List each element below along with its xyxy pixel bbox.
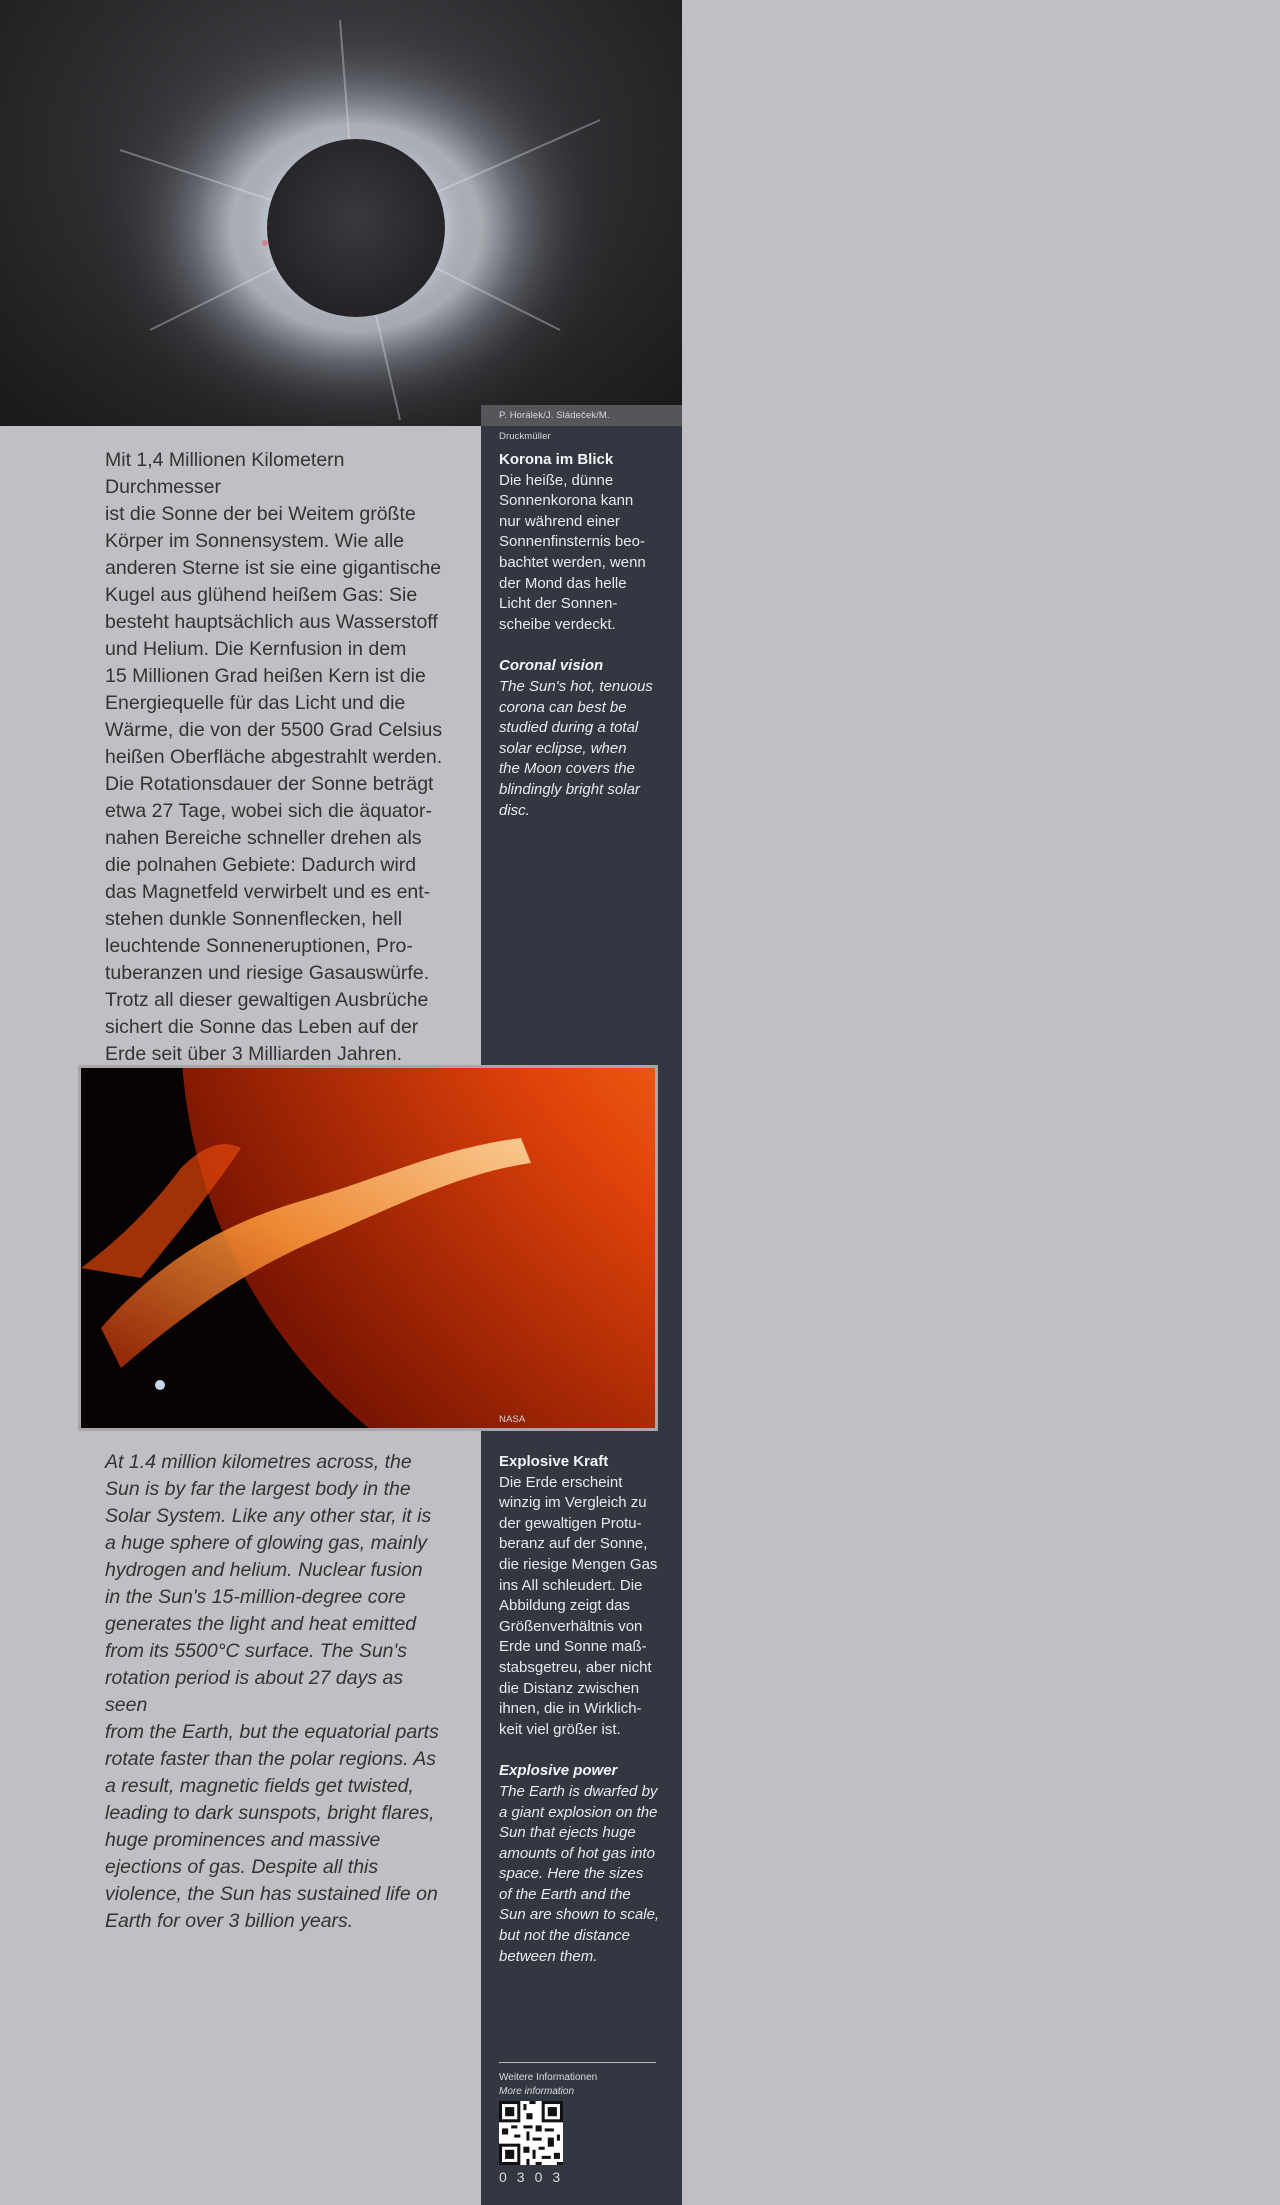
caption-line: nur während einer: [499, 512, 620, 530]
caption-line: Licht der Sonnen-: [499, 595, 618, 613]
caption-line: der Mond das helle: [499, 574, 627, 592]
text-line: huge prominences and massive: [105, 1829, 381, 1851]
caption-line: ihnen, die in Wirklich-: [499, 1700, 642, 1718]
text-line: Mit 1,4 Millionen Kilometern Durchmesser: [105, 449, 345, 498]
caption-line: corona can best be: [499, 698, 627, 716]
text-line: Solar System. Like any other star, it is: [105, 1505, 432, 1527]
caption-line: between them.: [499, 1947, 598, 1965]
text-line: sichert die Sonne das Leben auf der: [105, 1016, 419, 1038]
text-line: hydrogen and helium. Nuclear fusion: [105, 1559, 423, 1581]
middle-photo-credit: NASA: [499, 1414, 526, 1425]
caption-line: die riesige Mengen Gas: [499, 1555, 658, 1573]
top-photo-credit: P. Horálek/J. Sládeček/M. Druckmüller: [481, 405, 682, 426]
caption-line: ins All schleudert. Die: [499, 1576, 643, 1594]
caption-line: bachtet werden, wenn: [499, 553, 646, 571]
text-line: Energiequelle für das Licht und die: [105, 692, 406, 714]
caption-line: Die heiße, dünne: [499, 471, 614, 489]
caption-line: of the Earth and the: [499, 1885, 631, 1903]
solar-eruption-image: [81, 1068, 655, 1428]
text-line: Trotz all dieser gewaltigen Ausbrüche: [105, 989, 429, 1011]
text-line: anderen Sterne ist sie eine gigantische: [105, 557, 442, 579]
caption-corona: [499, 450, 669, 842]
caption-line: keit viel größer ist.: [499, 1720, 621, 1738]
text-line: At 1.4 million kilometres across, the: [105, 1451, 412, 1473]
caption-title-en: Coronal vision: [499, 657, 604, 675]
caption-line: der gewaltigen Protu-: [499, 1514, 642, 1532]
main-text-german: [105, 447, 450, 1068]
text-line: Earth for over 3 billion years.: [105, 1910, 354, 1932]
text-line: 15 Millionen Grad heißen Kern ist die: [105, 665, 426, 687]
text-line: und Helium. Die Kernfusion in dem: [105, 638, 407, 660]
caption-line: Die Erde erscheint: [499, 1473, 623, 1491]
text-line: leuchtende Sonneneruptionen, Pro-: [105, 935, 413, 957]
solar-eruption-photo: [78, 1065, 658, 1431]
caption-title-en: Explosive power: [499, 1762, 618, 1780]
text-line: leading to dark sunspots, bright flares,: [105, 1802, 435, 1824]
text-line: from the Earth, but the equatorial parts: [105, 1721, 439, 1743]
eclipse-image: [0, 0, 682, 426]
caption-line: stabsgetreu, aber nicht: [499, 1658, 652, 1676]
caption-line: Sonnenkorona kann: [499, 492, 634, 510]
text-line: etwa 27 Tage, wobei sich die äquator-: [105, 800, 433, 822]
caption-line: The Earth is dwarfed by: [499, 1782, 658, 1800]
caption-line: The Sun's hot, tenuous: [499, 677, 653, 695]
eclipse-photo: [0, 0, 682, 426]
text-line: ist die Sonne der bei Weitem größte: [105, 503, 416, 525]
text-line: rotation period is about 27 days as seen: [105, 1667, 404, 1716]
caption-line: a giant explosion on the: [499, 1803, 658, 1821]
text-line: Die Rotationsdauer der Sonne beträgt: [105, 773, 434, 795]
text-line: besteht hauptsächlich aus Wasserstoff: [105, 611, 438, 633]
caption-line: Größenverhältnis von: [499, 1617, 643, 1635]
info-label-de: Weitere Informationen: [499, 2072, 598, 2083]
caption-line: Sun are shown to scale,: [499, 1906, 660, 1924]
caption-line: disc.: [499, 801, 530, 819]
caption-line: Sun that ejects huge: [499, 1824, 636, 1842]
text-line: Körper im Sonnensystem. Wie alle: [105, 530, 405, 552]
info-code: 0303: [499, 2169, 571, 2185]
caption-line: scheibe verdeckt.: [499, 615, 616, 633]
text-line: from its 5500°C surface. The Sun's: [105, 1640, 407, 1662]
caption-line: die Distanz zwischen: [499, 1679, 640, 1697]
caption-line: winzig im Vergleich zu: [499, 1494, 647, 1512]
main-text-english: [105, 1449, 450, 1935]
text-line: das Magnetfeld verwirbelt und es ent-: [105, 881, 431, 903]
text-line: heißen Oberfläche abgestrahlt werden.: [105, 746, 443, 768]
caption-line: amounts of hot gas into: [499, 1844, 655, 1862]
caption-line: but not the distance: [499, 1927, 630, 1945]
caption-title-de: Explosive Kraft: [499, 1453, 609, 1470]
caption-line: Sonnenfinsternis beo-: [499, 533, 645, 551]
text-line: Erde seit über 3 Milliarden Jahren.: [105, 1043, 402, 1065]
text-line: in the Sun's 15-million-degree core: [105, 1586, 406, 1608]
text-line: Wärme, die von der 5500 Grad Celsius: [105, 719, 443, 741]
text-line: a result, magnetic fields get twisted,: [105, 1775, 414, 1797]
text-line: violence, the Sun has sustained life on: [105, 1883, 438, 1905]
qr-code-icon[interactable]: [499, 2101, 563, 2165]
text-line: tuberanzen und riesige Gasauswürfe.: [105, 962, 430, 984]
caption-line: beranz auf der Sonne,: [499, 1535, 648, 1553]
caption-line: solar eclipse, when: [499, 739, 627, 757]
caption-line: blindingly bright solar: [499, 780, 640, 798]
caption-title-de: Korona im Blick: [499, 451, 614, 468]
caption-line: the Moon covers the: [499, 760, 635, 778]
text-line: ejections of gas. Despite all this: [105, 1856, 379, 1878]
caption-line: Abbildung zeigt das: [499, 1597, 630, 1615]
text-line: rotate faster than the polar regions. As: [105, 1748, 436, 1770]
text-line: Sun is by far the largest body in the: [105, 1478, 411, 1500]
caption-explosive: [499, 1452, 669, 1988]
caption-line: studied during a total: [499, 719, 639, 737]
text-line: die polnahen Gebiete: Dadurch wird: [105, 854, 417, 876]
caption-line: space. Here the sizes: [499, 1865, 644, 1883]
more-information: [499, 2062, 656, 2185]
text-line: generates the light and heat emitted: [105, 1613, 417, 1635]
text-line: stehen dunkle Sonnenflecken, hell: [105, 908, 403, 930]
text-line: Kugel aus glühend heißem Gas: Sie: [105, 584, 418, 606]
earth-icon: [155, 1380, 165, 1390]
caption-line: Erde und Sonne maß-: [499, 1638, 647, 1656]
text-line: a huge sphere of glowing gas, mainly: [105, 1532, 427, 1554]
info-label-en: More information: [499, 2086, 575, 2097]
text-line: nahen Bereiche schneller drehen als: [105, 827, 422, 849]
